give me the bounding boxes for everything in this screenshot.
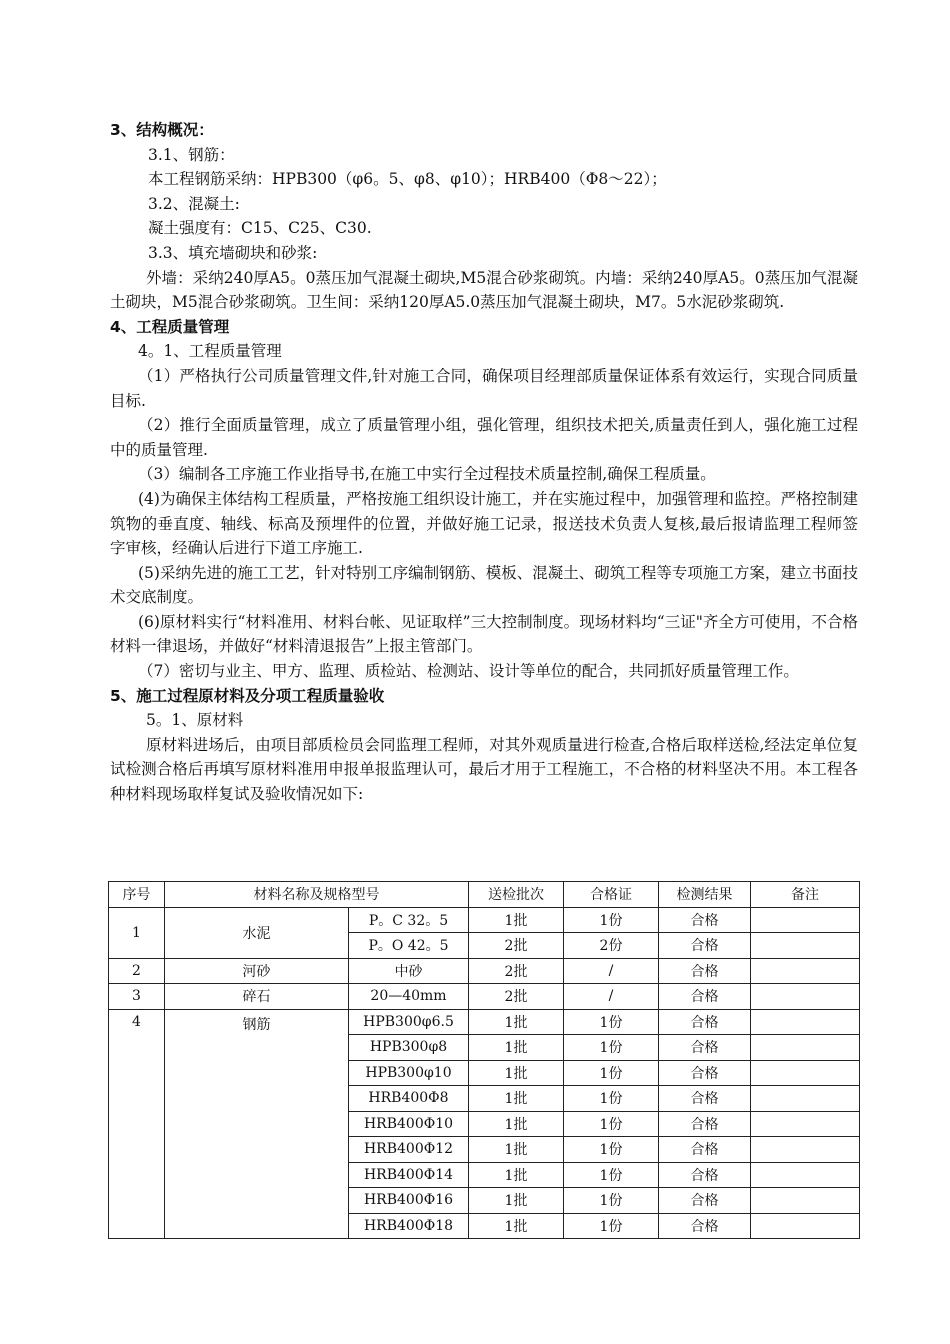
cell-result: 合格 (659, 1035, 751, 1061)
section-3-1-text: 本工程钢筋采纳：HPB300（φ6。5、φ8、φ10）；HRB400（Φ8～22）； (148, 170, 667, 189)
cell-spec: HRB400Φ18 (349, 1213, 469, 1239)
cell-batch: 1批 (469, 1111, 564, 1137)
cell-spec: HPB300φ8 (349, 1035, 469, 1061)
cell-batch: 1批 (469, 1086, 564, 1112)
document-body (110, 118, 858, 807)
section-4-paragraph-2: （2）推行全面质量管理，成立了质量管理小组，强化管理，组织技术把关,质量责任到人，强化施工过程中的质量管理. (110, 416, 858, 459)
cell-no: 1 (109, 907, 165, 958)
cell-spec: HPB300φ10 (349, 1060, 469, 1086)
cell-batch: 2批 (469, 933, 564, 959)
cell-batch: 1批 (469, 1060, 564, 1086)
cell-cert: 1份 (564, 1009, 659, 1035)
section-4-paragraph-4: (4)为确保主体结构工程质量，严格按施工组织设计施工，并在实施过程中，加强管理和监控。严格控制建筑物的垂直度、轴线、标高及预埋件的位置，并做好施工记录，报送技术负责人复核,最后报请监理工程师签字审核，经确认后进行下道工序施工. (110, 489, 858, 558)
cell-result: 合格 (659, 1188, 751, 1214)
section-4-1-heading: 4。1、工程质量管理 (138, 342, 282, 361)
cell-batch: 1批 (469, 1009, 564, 1035)
section-4-paragraph-3: （3）编制各工序施工作业指导书,在施工中实行全过程技术质量控制,确保工程质量。 (138, 465, 716, 484)
table-row (109, 984, 860, 1010)
cell-batch: 1批 (469, 1162, 564, 1188)
materials-table (108, 881, 860, 1239)
header-result: 检测结果 (659, 882, 751, 908)
cell-cert: 1份 (564, 1188, 659, 1214)
cell-cert: 1份 (564, 1213, 659, 1239)
cell-spec: HRB400Φ16 (349, 1188, 469, 1214)
section-4-paragraph-6: (6)原材料实行“材料准用、材料台帐、见证取样”三大控制制度。现场材料均“三证"齐全方可使用，不合格材料一律退场，并做好“材料清退报告”上报主管部门。 (110, 612, 858, 656)
section-3-2-text: 凝土强度有：C15、C25、C30. (148, 219, 372, 238)
cell-material-name: 钢筋 (165, 1009, 349, 1239)
section-3-3-text: 外墙：采纳240厚A5。0蒸压加气混凝土砌块,M5混合砂浆砌筑。内墙：采纳240厚A5。0蒸压加气混凝土砌块，M5混合砂浆砌筑。卫生间：采纳120厚A5.0蒸压加气混凝土砌块，M7。5水泥砂浆砌筑. (110, 268, 858, 312)
cell-note (751, 1188, 860, 1214)
cell-note (751, 1035, 860, 1061)
header-note: 备注 (751, 882, 860, 908)
cell-note (751, 958, 860, 984)
section-5-title: 5、施工过程原材料及分项工程质量验收 (110, 686, 385, 705)
cell-spec: HRB400Φ14 (349, 1162, 469, 1188)
cell-cert: 1份 (564, 1137, 659, 1163)
cell-result: 合格 (659, 1086, 751, 1112)
cell-no: 3 (109, 984, 165, 1010)
section-4-title: 4、工程质量管理 (110, 317, 230, 336)
section-5-1-heading: 5。1、原材料 (146, 711, 244, 730)
section-3-2-heading: 3.2、混凝土: (148, 194, 240, 213)
cell-note (751, 1009, 860, 1035)
cell-spec: P。O 42。5 (349, 933, 469, 959)
cell-material-name: 河砂 (165, 958, 349, 984)
cell-result: 合格 (659, 958, 751, 984)
cell-note (751, 1086, 860, 1112)
cell-cert: 1份 (564, 1162, 659, 1188)
cell-spec: HRB400Φ10 (349, 1111, 469, 1137)
cell-result: 合格 (659, 1111, 751, 1137)
table-row (109, 1009, 860, 1035)
cell-spec: P。C 32。5 (349, 907, 469, 933)
cell-batch: 2批 (469, 958, 564, 984)
section-5-paragraph-1: 原材料进场后，由项目部质检员会同监理工程师，对其外观质量进行检查,合格后取样送检,经法定单位复试检测合格后再填写原材料准用申报单报监理认可，最后才用于工程施工，不合格的材料坚决不用。本工程各种材料现场取样复试及验收情况如下: (110, 735, 858, 804)
cell-spec: 20—40mm (349, 984, 469, 1010)
cell-note (751, 1162, 860, 1188)
cell-cert: / (564, 984, 659, 1010)
cell-result: 合格 (659, 1162, 751, 1188)
header-no: 序号 (109, 882, 165, 908)
header-cert: 合格证 (564, 882, 659, 908)
cell-no: 2 (109, 958, 165, 984)
cell-result: 合格 (659, 933, 751, 959)
cell-result: 合格 (659, 1060, 751, 1086)
cell-batch: 1批 (469, 1137, 564, 1163)
section-4-paragraph-1: （1）严格执行公司质量管理文件,针对施工合同，确保项目经理部质量保证体系有效运行，实现合同质量目标. (110, 366, 858, 410)
cell-note (751, 1137, 860, 1163)
cell-cert: 2份 (564, 933, 659, 959)
cell-cert: 1份 (564, 907, 659, 933)
cell-cert: 1份 (564, 1035, 659, 1061)
table-header-row (109, 882, 860, 908)
cell-batch: 2批 (469, 984, 564, 1010)
header-material: 材料名称及规格型号 (165, 882, 469, 908)
cell-batch: 1批 (469, 1188, 564, 1214)
cell-spec: 中砂 (349, 958, 469, 984)
cell-material-name: 水泥 (165, 907, 349, 958)
cell-batch: 1批 (469, 1213, 564, 1239)
cell-no: 4 (109, 1009, 165, 1239)
section-3-3-heading: 3.3、填充墙砌块和砂浆: (148, 243, 318, 262)
cell-note (751, 907, 860, 933)
cell-spec: HRB400Φ8 (349, 1086, 469, 1112)
cell-note (751, 1213, 860, 1239)
cell-result: 合格 (659, 1137, 751, 1163)
cell-cert: / (564, 958, 659, 984)
cell-note (751, 1111, 860, 1137)
cell-batch: 1批 (469, 907, 564, 933)
table-body (109, 907, 860, 1239)
section-3-1-heading: 3.1、钢筋： (148, 145, 235, 164)
cell-material-name: 碎石 (165, 984, 349, 1010)
section-4-paragraph-5: (5)采纳先进的施工工艺，针对特别工序编制钢筋、模板、混凝土、砌筑工程等专项施工方案，建立书面技术交底制度。 (110, 563, 858, 607)
cell-result: 合格 (659, 907, 751, 933)
cell-batch: 1批 (469, 1035, 564, 1061)
cell-result: 合格 (659, 984, 751, 1010)
cell-spec: HPB300φ6.5 (349, 1009, 469, 1035)
cell-result: 合格 (659, 1009, 751, 1035)
table-row (109, 907, 860, 933)
cell-spec: HRB400Φ12 (349, 1137, 469, 1163)
cell-cert: 1份 (564, 1111, 659, 1137)
header-batch: 送检批次 (469, 882, 564, 908)
table-row (109, 958, 860, 984)
cell-note (751, 984, 860, 1010)
cell-note (751, 1060, 860, 1086)
cell-result: 合格 (659, 1213, 751, 1239)
section-4-paragraph-7: （7）密切与业主、甲方、监理、质检站、检测站、设计等单位的配合，共同抓好质量管理工作。 (138, 662, 799, 681)
cell-note (751, 933, 860, 959)
cell-cert: 1份 (564, 1060, 659, 1086)
section-3-title: 3、结构概况： (110, 121, 214, 139)
cell-cert: 1份 (564, 1086, 659, 1112)
